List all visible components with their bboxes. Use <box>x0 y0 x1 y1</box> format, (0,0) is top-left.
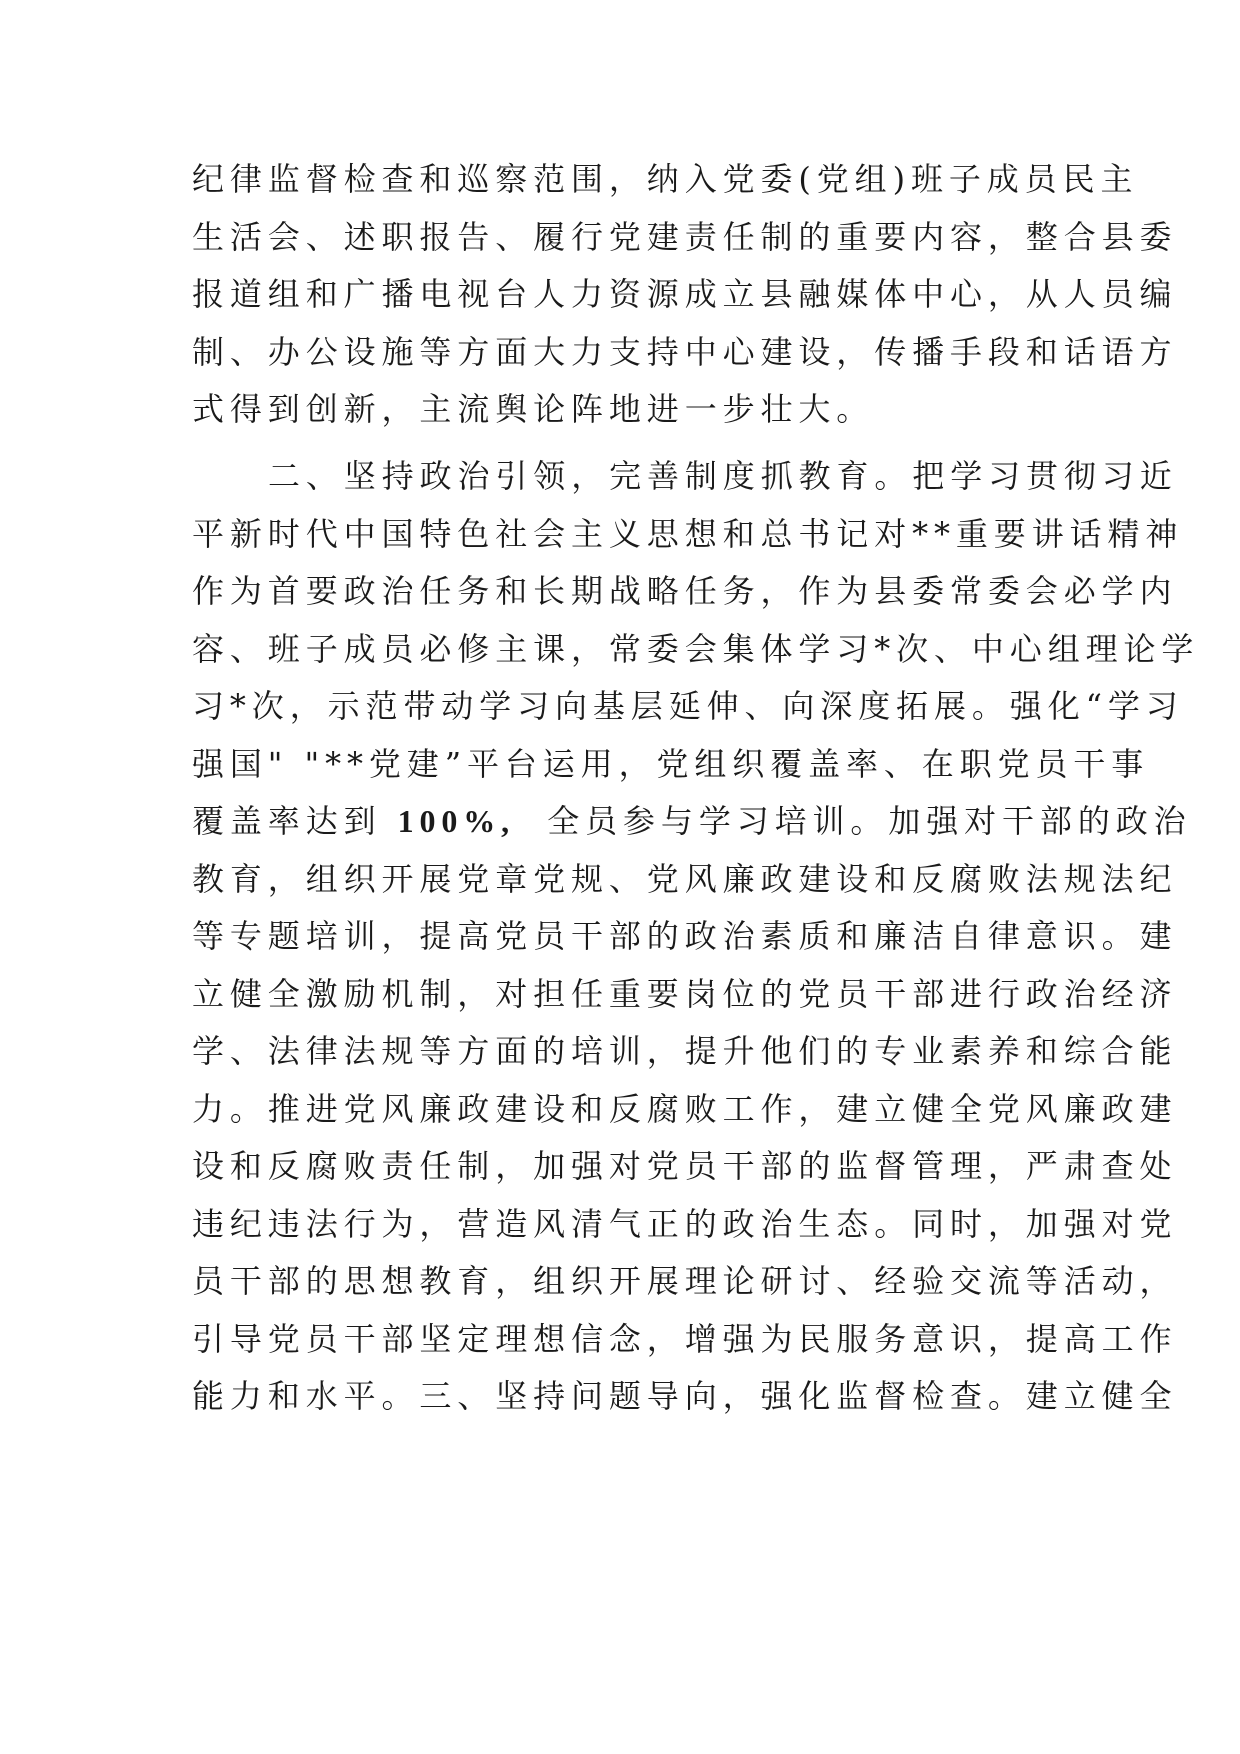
text-line: 立健全激励机制，对担任重要岗位的党员干部进行政治经济 <box>192 974 1178 1013</box>
text-line: 制、办公设施等方面大力支持中心建设，传播手段和话语方 <box>192 332 1178 371</box>
text-line: 纪律监督检查和巡察范围，纳入党委(党组)班子成员民主 <box>192 160 1139 198</box>
text-segment: 覆盖率达到 <box>192 802 398 840</box>
text-line: 等专题培训，提高党员干部的政治素质和廉洁自律意识。建 <box>192 917 1178 955</box>
text-line: 能力和水平。三、坚持问题导向，强化监督检查。建立健全 <box>192 1377 1178 1415</box>
text-segment: 全员参与学习培训。加强对干部的政治 <box>515 802 1192 840</box>
text-line: 习*次，示范带动学习向基层延伸、向深度拓展。强化“学习 <box>192 687 1184 725</box>
paragraph-2 <box>192 448 1200 1426</box>
text-line: 报道组和广播电视台人力资源成立县融媒体中心，从人员编 <box>192 275 1178 313</box>
text-line: 力。推进党风廉政建设和反腐败工作，建立健全党风廉政建 <box>192 1089 1178 1128</box>
text-line: 作为首要政治任务和长期战略任务，作为县委常委会必学内 <box>192 572 1178 610</box>
text-line: 生活会、述职报告、履行党建责任制的重要内容，整合县委 <box>192 217 1178 256</box>
text-line: 员干部的思想教育，组织开展理论研讨、经验交流等活动， <box>192 1262 1178 1300</box>
text-line: 容、班子成员必修主课，常委会集体学习*次、中心组理论学 <box>192 629 1200 668</box>
text-line: 平新时代中国特色社会主义思想和总书记对**重要讲话精神 <box>192 514 1184 553</box>
text-line: 设和反腐败责任制，加强对党员干部的监督管理，严肃查处 <box>192 1147 1178 1185</box>
coverage-percentage: 100%, <box>397 803 516 839</box>
text-line: 式得到创新，主流舆论阵地进一步壮大。 <box>192 390 875 428</box>
text-line: 学、法律法规等方面的培训，提升他们的专业素养和综合能 <box>192 1032 1178 1070</box>
text-line: 教育，组织开展党章党规、党风廉政建设和反腐败法规法纪 <box>192 859 1178 898</box>
text-line: 违纪违法行为，营造风清气正的政治生态。同时，加强对党 <box>192 1204 1178 1243</box>
text-line-with-percentage <box>192 793 1192 851</box>
text-line: 强国" "**党建”平台运用，党组织覆盖率、在职党员干事 <box>192 744 1150 783</box>
text-line: 引导党员干部坚定理想信念，增强为民服务意识，提高工作 <box>192 1319 1178 1358</box>
text-line-first: 二、坚持政治引领，完善制度抓教育。把学习贯彻习近 <box>268 457 1178 495</box>
paragraph-1 <box>192 151 1178 439</box>
